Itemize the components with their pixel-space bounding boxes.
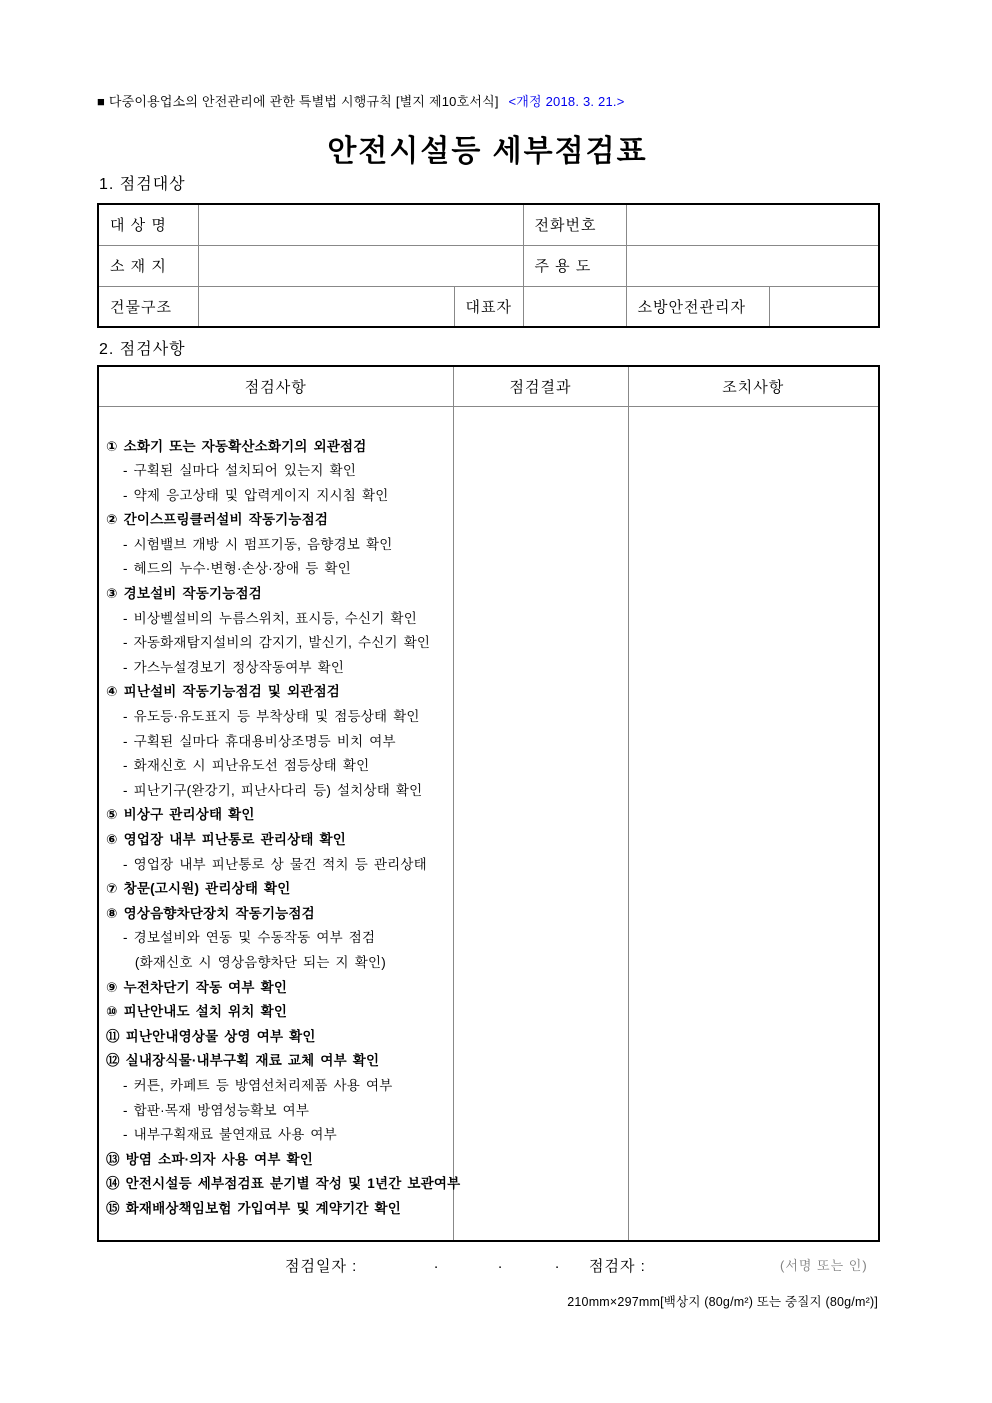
- checklist-item-title: ⑭ 안전시설등 세부점검표 분기별 작성 및 1년간 보관여부: [106, 1176, 461, 1192]
- checklist-item-title: ⑫ 실내장식물·내부구획 재료 교체 여부 확인: [106, 1053, 380, 1069]
- checklist-item-title: ⑨ 누전차단기 작동 여부 확인: [106, 979, 288, 995]
- checklist: [99, 407, 461, 1222]
- phone-number-field[interactable]: [626, 204, 879, 245]
- checklist-sub-item: - 시험밸브 개방 시 펌프기동, 음향경보 확인: [123, 536, 393, 552]
- checklist-sub-item: - 화재신호 시 피난유도선 점등상태 확인: [123, 758, 370, 774]
- fire-safety-manager-field[interactable]: [769, 286, 879, 327]
- revision-note: <개정 2018. 3. 21.>: [508, 94, 625, 109]
- checklist-sub-item: - 헤드의 누수·변형·손상·장애 등 확인: [123, 561, 351, 577]
- checklist-item-title: ⑬ 방염 소파·의자 사용 여부 확인: [106, 1151, 314, 1167]
- checklist-sub-item: - 내부구획재료 불연재료 사용 여부: [123, 1127, 337, 1143]
- section2-heading: 2. 점검사항: [99, 341, 186, 358]
- checklist-item-title: ⑩ 피난안내도 설치 위치 확인: [106, 1004, 288, 1020]
- inspection-date-label: 점검일자 :: [285, 1258, 358, 1275]
- phone-number-label: 전화번호: [523, 204, 626, 245]
- checklist-sub-item: - 가스누설경보기 정상작동여부 확인: [123, 659, 345, 675]
- header-note: [97, 91, 878, 110]
- inspection-target-table: [97, 203, 880, 328]
- checklist-item-title: ③ 경보설비 작동기능점검: [106, 586, 262, 602]
- address-field[interactable]: [198, 245, 523, 286]
- date-separator-dot: .: [555, 1255, 560, 1272]
- checklist-item-title: ⑥ 영업장 내부 피난통로 관리상태 확인: [106, 832, 346, 847]
- checklist-sub-item: (화재신호 시 영상음향차단 되는 지 확인): [123, 954, 386, 970]
- checklist-table: [97, 365, 880, 1242]
- date-separator-dot: .: [498, 1255, 503, 1272]
- action-taken-field[interactable]: [628, 406, 879, 1241]
- footer-line: [97, 1255, 878, 1277]
- checklist-sub-item: - 피난기구(완강기, 피난사다리 등) 설치상태 확인: [123, 782, 423, 798]
- checklist-sub-item: - 자동화재탐지설비의 감지기, 발신기, 수신기 확인: [123, 635, 431, 651]
- main-use-label: 주 용 도: [523, 245, 626, 286]
- checklist-sub-item: - 경보설비와 연동 및 수동작동 여부 점검: [123, 930, 376, 946]
- target-name-label: 대 상 명: [98, 204, 198, 245]
- inspection-result-field[interactable]: [453, 406, 628, 1241]
- section1-heading: 1. 점검대상: [99, 176, 186, 193]
- form-reference-text: ■ 다중이용업소의 안전관리에 관한 특별법 시행규칙 [별지 제10호서식]: [97, 94, 499, 109]
- checklist-sub-item: - 약제 응고상태 및 압력게이지 지시침 확인: [123, 487, 389, 503]
- building-structure-label: 건물구조: [98, 286, 198, 327]
- main-use-field[interactable]: [626, 245, 879, 286]
- date-separator-dot: .: [434, 1255, 439, 1272]
- representative-field[interactable]: [523, 286, 626, 327]
- checklist-item-title: ⑧ 영상음향차단장치 작동기능점검: [106, 905, 315, 921]
- checklist-item-title: ⑪ 피난안내영상물 상영 여부 확인: [106, 1028, 316, 1044]
- checklist-sub-item: - 비상벨설비의 누름스위치, 표시등, 수신기 확인: [123, 610, 417, 626]
- paper-size-note: 210mm×297mm[백상지 (80g/m²) 또는 중질지 (80g/m²)]: [567, 1295, 878, 1309]
- checklist-sub-item: - 구획된 실마다 휴대용비상조명등 비치 여부: [123, 733, 396, 749]
- building-structure-field[interactable]: [198, 286, 454, 327]
- action-taken-header: 조치사항: [628, 366, 879, 406]
- target-table-row-2: [98, 245, 879, 286]
- checklist-sub-item: - 구획된 실마다 설치되어 있는지 확인: [123, 463, 357, 479]
- checklist-item-title: ① 소화기 또는 자동확산소화기의 외관점검: [106, 438, 367, 454]
- inspector-label: 점검자 :: [589, 1258, 646, 1275]
- checklist-items-cell: [98, 406, 461, 1241]
- representative-label: 대표자: [454, 286, 523, 327]
- checklist-header-row: [98, 366, 879, 406]
- checklist-item-title: ② 간이스프링클러설비 작동기능점검: [106, 512, 329, 528]
- checklist-body-row: [98, 406, 879, 1241]
- checklist-items-header: 점검사항: [98, 366, 453, 406]
- checklist-sub-item: - 합판·목재 방염성능확보 여부: [123, 1102, 310, 1118]
- checklist-item-title: ⑤ 비상구 관리상태 확인: [106, 807, 255, 823]
- inspection-result-header: 점검결과: [453, 366, 628, 406]
- page-title: 안전시설등 세부점검표: [327, 135, 648, 168]
- target-table-row-3: [98, 286, 879, 327]
- checklist-item-title: ④ 피난설비 작동기능점검 및 외관점검: [106, 684, 341, 700]
- target-table-row-1: [98, 204, 879, 245]
- checklist-item-title: ⑦ 창문(고시원) 관리상태 확인: [106, 881, 291, 897]
- target-name-field[interactable]: [198, 204, 523, 245]
- address-label: 소 재 지: [98, 245, 198, 286]
- checklist-sub-item: - 커튼, 카페트 등 방염선처리제품 사용 여부: [123, 1077, 393, 1093]
- checklist-sub-item: - 영업장 내부 피난통로 상 물건 적치 등 관리상태: [123, 856, 427, 872]
- fire-safety-manager-label: 소방안전관리자: [626, 286, 769, 327]
- checklist-sub-item: - 유도등·유도표지 등 부착상태 및 점등상태 확인: [123, 709, 420, 725]
- signature-note: (서명 또는 인): [780, 1258, 868, 1273]
- checklist-item-title: ⑮ 화재배상책임보험 가입여부 및 계약기간 확인: [106, 1200, 402, 1216]
